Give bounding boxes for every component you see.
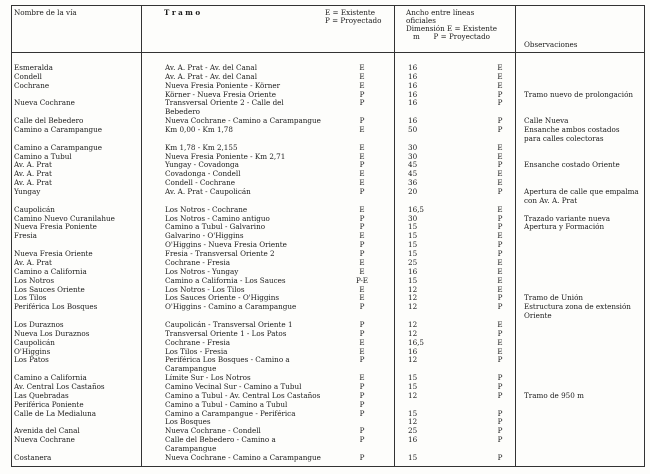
- cell-observation: Estructura zona de extensión: [524, 302, 631, 312]
- cell-width-state: P: [497, 240, 503, 250]
- column-divider: [394, 5, 395, 467]
- cell-state: E: [359, 266, 365, 276]
- cell-width: 20: [408, 187, 418, 197]
- cell-state: P: [359, 89, 365, 99]
- cell-road-name: Av. Central Los Castaños: [14, 381, 105, 391]
- cell-state: P: [359, 302, 365, 312]
- cell-state: P: [359, 328, 365, 338]
- cell-width-state: P: [497, 426, 503, 436]
- cell-width: 16: [408, 89, 418, 99]
- cell-observation: Trazado variante nueva: [524, 213, 611, 223]
- cell-road-name: Las Quebradas: [14, 390, 69, 400]
- cell-observation: Ensanche ambos costados: [524, 125, 620, 135]
- cell-width: 15: [408, 408, 418, 418]
- cell-width: 16: [408, 435, 418, 445]
- cell-state: E: [359, 373, 365, 383]
- header-name: Nombre de la vía: [14, 8, 77, 17]
- cell-tramo: Los Notros - Los Tilos: [165, 284, 245, 294]
- cell-tramo: Transversal Oriente 2 - Calle del: [165, 98, 284, 108]
- cell-tramo: Av. A. Prat - Caupolicán: [165, 187, 251, 197]
- cell-width-state: P: [497, 355, 503, 365]
- cell-width: 16,5: [408, 204, 425, 214]
- cell-width: 15: [408, 381, 418, 391]
- cell-width-state: E: [497, 346, 503, 356]
- cell-road-name: Camino a California: [14, 266, 87, 276]
- cell-width: 25: [408, 257, 418, 267]
- cell-state: E: [359, 257, 365, 267]
- cell-road-name: Periférica Los Bosques: [14, 302, 98, 312]
- cell-state: P: [359, 319, 365, 329]
- cell-road-name: Nueva Cochrane: [14, 98, 75, 108]
- cell-width-state: E: [497, 231, 503, 241]
- cell-road-name: Avenida del Canal: [14, 426, 80, 436]
- cell-road-name: Cochrane: [14, 80, 50, 90]
- cell-tramo: Camino Vecinal Sur - Camino a Tubul: [165, 381, 302, 391]
- cell-width: 16: [408, 266, 418, 276]
- cell-width-state: E: [497, 63, 503, 72]
- cell-road-name: Los Sauces Oriente: [14, 284, 85, 294]
- cell-width-state: P: [497, 222, 503, 232]
- cell-state: E: [359, 204, 365, 214]
- header-divider: [11, 52, 645, 53]
- cell-observation: Tramo nuevo de prolongación: [524, 89, 634, 99]
- cell-road-name: Caupolicán: [14, 337, 55, 347]
- cell-width-state: P: [497, 125, 503, 135]
- cell-tramo: Nueva Cochrane - Camino a Carampangue: [165, 452, 321, 462]
- cell-width-state: E: [497, 275, 503, 285]
- cell-tramo: Covadonga - Condell: [165, 169, 241, 179]
- cell-width-state: P: [497, 293, 503, 303]
- header-width-1: Ancho entre líneas: [406, 8, 475, 17]
- cell-road-name: Condell: [14, 71, 42, 81]
- cell-tramo: Körner - Nueva Fresia Oriente: [165, 89, 276, 99]
- cell-width-state: E: [497, 266, 503, 276]
- cell-tramo: Camino a Tubul - Camino a Tubul: [165, 399, 288, 409]
- cell-tramo: O'Higgins - Nueva Fresia Oriente: [165, 240, 287, 250]
- cell-tramo: Nueva Fresia Poniente - Km 2,71: [165, 151, 286, 161]
- cell-road-name: Nueva Cochrane: [14, 435, 75, 445]
- cell-width: 15: [408, 373, 418, 383]
- cell-width: 36: [408, 178, 418, 188]
- cell-road-name: Los Duraznos: [14, 319, 64, 329]
- cell-tramo: Nueva Cochrane - Condell: [165, 426, 261, 436]
- cell-tramo: Los Notros - Cochrane: [165, 204, 248, 214]
- cell-width-state: E: [497, 204, 503, 214]
- cell-width: 16: [408, 71, 418, 81]
- cell-state: P: [359, 355, 365, 365]
- cell-tramo: O'Higgins - Camino a Carampangue: [165, 302, 297, 312]
- cell-tramo: Los Sauces Oriente - O'Higgins: [165, 293, 280, 303]
- cell-state: E: [359, 293, 365, 303]
- cell-width-state: P: [497, 89, 503, 99]
- cell-width-state: P: [497, 373, 503, 383]
- cell-state: P: [359, 240, 365, 250]
- header-observaciones: Observaciones: [524, 40, 578, 49]
- cell-width: 16: [408, 116, 418, 126]
- cell-road-name: Av. A. Prat: [14, 169, 52, 179]
- cell-state: P: [359, 187, 365, 197]
- cell-state: P: [359, 249, 365, 259]
- cell-state: P: [359, 160, 365, 170]
- cell-road-name: O'Higgins: [14, 346, 51, 356]
- cell-tramo: Carampangue: [165, 443, 217, 453]
- cell-observation: Apertura y Formación: [524, 222, 605, 232]
- cell-width-state: P: [497, 435, 503, 445]
- cell-state: P: [359, 435, 365, 445]
- cell-width-state: E: [497, 169, 503, 179]
- cell-width: 45: [408, 160, 418, 170]
- column-divider: [515, 5, 516, 467]
- cell-state: P: [359, 390, 365, 400]
- cell-width-state: E: [497, 257, 503, 267]
- cell-road-name: Costanera: [14, 452, 52, 462]
- cell-road-name: Av. A. Prat: [14, 178, 52, 188]
- cell-width-state: P: [497, 408, 503, 418]
- cell-width: 12: [408, 319, 418, 329]
- header-state-p: P = Proyectado: [325, 16, 382, 25]
- cell-tramo: Km 1,78 - Km 2,155: [165, 142, 238, 152]
- cell-tramo: Los Notros - Camino antiguo: [165, 213, 270, 223]
- cell-road-name: Av. A. Prat: [14, 257, 52, 267]
- cell-width-state: P: [497, 98, 503, 108]
- cell-state: E: [359, 63, 365, 72]
- header-width-3: Dimensión E = Existente: [406, 24, 498, 33]
- cell-width: 12: [408, 390, 418, 400]
- cell-road-name: Los Tilos: [14, 293, 47, 303]
- cell-state: E: [359, 169, 365, 179]
- cell-road-name: Camino Nuevo Curanilahue: [14, 213, 115, 223]
- cell-width-state: P: [497, 213, 503, 223]
- cell-width: 16: [408, 346, 418, 356]
- cell-tramo: Km 0,00 - Km 1,78: [165, 125, 233, 135]
- cell-state: P: [359, 408, 365, 418]
- header-width-4: m P = Proyectado: [413, 32, 490, 41]
- cell-width: 15: [408, 240, 418, 250]
- cell-width: 12: [408, 328, 418, 338]
- cell-width: 16: [408, 63, 418, 72]
- cell-width: 50: [408, 125, 418, 135]
- header-tramo: T r a m o: [164, 8, 201, 17]
- cell-width-state: E: [497, 319, 503, 329]
- cell-road-name: Nueva Fresia Poniente: [14, 222, 97, 232]
- cell-width-state: P: [497, 249, 503, 259]
- cell-observation: para calles colectoras: [524, 133, 604, 143]
- cell-road-name: Nueva Fresia Oriente: [14, 249, 93, 259]
- cell-tramo: Fresia - Transversal Oriente 2: [165, 249, 275, 259]
- cell-width-state: P: [497, 417, 503, 427]
- cell-width-state: E: [497, 71, 503, 81]
- cell-width: 15: [408, 275, 418, 285]
- header-state-e: E = Existente: [325, 8, 376, 17]
- cell-observation: Apertura de calle que empalma: [524, 187, 639, 197]
- cell-state: P: [359, 426, 365, 436]
- cell-width-state: P: [497, 390, 503, 400]
- cell-tramo: Periférica Los Bosques - Camino a: [165, 355, 290, 365]
- cell-width: 12: [408, 355, 418, 365]
- cell-tramo: Camino a California - Los Sauces: [165, 275, 286, 285]
- cell-tramo: Condell - Cochrane: [165, 178, 235, 188]
- cell-tramo: Galvarino - O'Higgins: [165, 231, 244, 241]
- cell-state: E: [359, 337, 365, 347]
- cell-state: E: [359, 346, 365, 356]
- cell-state: P: [359, 213, 365, 223]
- cell-width-state: P: [497, 328, 503, 338]
- cell-width: 30: [408, 213, 418, 223]
- cell-state: E: [359, 80, 365, 90]
- cell-road-name: Periférica Poniente: [14, 399, 84, 409]
- cell-width: 12: [408, 284, 418, 294]
- cell-tramo: Camino a Carampangue - Periférica: [165, 408, 296, 418]
- cell-tramo: Nueva Fresia Poniente - Körner: [165, 80, 281, 90]
- cell-width-state: E: [497, 337, 503, 347]
- cell-width-state: E: [497, 80, 503, 90]
- cell-width: 12: [408, 302, 418, 312]
- cell-width: 15: [408, 222, 418, 232]
- cell-width-state: E: [497, 142, 503, 152]
- cell-tramo: Av. A. Prat - Av. del Canal: [165, 71, 257, 81]
- cell-width-state: P: [497, 452, 503, 462]
- cell-road-name: Fresia: [14, 231, 37, 241]
- cell-width: 30: [408, 142, 418, 152]
- cell-road-name: Camino a Carampangue: [14, 142, 103, 152]
- cell-road-name: Caupolicán: [14, 204, 55, 214]
- cell-tramo: Caupolicán - Transversal Oriente 1: [165, 319, 293, 329]
- cell-width-state: E: [497, 284, 503, 294]
- cell-tramo: Transversal Oriente 1 - Los Patos: [165, 328, 287, 338]
- cell-state: P: [359, 222, 365, 232]
- cell-observation: Ensanche costado Oriente: [524, 160, 620, 170]
- cell-observation: con Av. A. Prat: [524, 195, 578, 205]
- cell-width: 15: [408, 249, 418, 259]
- cell-width: 45: [408, 169, 418, 179]
- cell-observation: Oriente: [524, 311, 552, 321]
- cell-state: E: [359, 125, 365, 135]
- cell-tramo: Av. A. Prat - Av. del Canal: [165, 63, 257, 72]
- cell-road-name: Esmeralda: [14, 63, 53, 72]
- cell-road-name: Calle del Bebedero: [14, 116, 84, 126]
- cell-state: P: [359, 98, 365, 108]
- cell-width: 12: [408, 417, 418, 427]
- cell-tramo: Yungay - Covadonga: [165, 160, 239, 170]
- cell-state: E: [359, 142, 365, 152]
- cell-state: P-E: [355, 275, 369, 285]
- cell-tramo: Los Bosques: [165, 417, 211, 427]
- cell-state: P: [359, 381, 365, 391]
- cell-tramo: Nueva Cochrane - Camino a Carampangue: [165, 116, 321, 126]
- cell-state: E: [359, 151, 365, 161]
- cell-width-state: E: [497, 178, 503, 188]
- cell-tramo: Los Tilos - Fresia: [165, 346, 228, 356]
- cell-width: 25: [408, 426, 418, 436]
- header-width-2: oficiales: [406, 16, 436, 25]
- cell-road-name: Calle de La Medialuna: [14, 408, 97, 418]
- cell-tramo: Camino a Tubul - Galvarino: [165, 222, 266, 232]
- cell-tramo: Calle del Bebedero - Camino a: [165, 435, 276, 445]
- cell-width-state: P: [497, 381, 503, 391]
- cell-road-name: Nueva Los Duraznos: [14, 328, 90, 338]
- cell-width-state: P: [497, 116, 503, 126]
- cell-road-name: Camino a Carampangue: [14, 125, 103, 135]
- cell-width-state: P: [497, 302, 503, 312]
- cell-width-state: P: [497, 160, 503, 170]
- cell-width: 30: [408, 151, 418, 161]
- cell-state: P: [359, 452, 365, 462]
- cell-road-name: Camino a Tubul: [14, 151, 72, 161]
- cell-width: 15: [408, 231, 418, 241]
- cell-state: P: [359, 399, 365, 409]
- cell-tramo: Cochrane - Fresia: [165, 257, 231, 267]
- cell-state: E: [359, 284, 365, 294]
- cell-width-state: E: [497, 151, 503, 161]
- cell-tramo: Camino a Tubul - Av. Central Los Castaños: [165, 390, 321, 400]
- cell-road-name: Los Notros: [14, 275, 55, 285]
- cell-road-name: Av. A. Prat: [14, 160, 52, 170]
- cell-width: 12: [408, 293, 418, 303]
- cell-observation: Tramo de Unión: [524, 293, 584, 303]
- cell-observation: Calle Nueva: [524, 116, 569, 126]
- cell-width-state: P: [497, 187, 503, 197]
- cell-observation: Tramo de 950 m: [524, 390, 584, 400]
- cell-state: E: [359, 71, 365, 81]
- cell-tramo: Límite Sur - Los Notros: [165, 373, 251, 383]
- cell-state: E: [359, 231, 365, 241]
- cell-tramo: Cochrane - Fresia: [165, 337, 231, 347]
- cell-width: 16: [408, 98, 418, 108]
- cell-width: 15: [408, 452, 418, 462]
- cell-tramo: Carampangue: [165, 364, 217, 374]
- cell-tramo: Los Notros - Yungay: [165, 266, 239, 276]
- cell-state: E: [359, 178, 365, 188]
- cell-road-name: Los Patos: [14, 355, 49, 365]
- cell-tramo: Bebedero: [165, 107, 201, 117]
- cell-width: 16,5: [408, 337, 425, 347]
- cell-width: 16: [408, 80, 418, 90]
- cell-road-name: Camino a California: [14, 373, 87, 383]
- cell-state: P: [359, 116, 365, 126]
- cell-road-name: Yungay: [14, 187, 41, 197]
- column-divider: [141, 5, 142, 467]
